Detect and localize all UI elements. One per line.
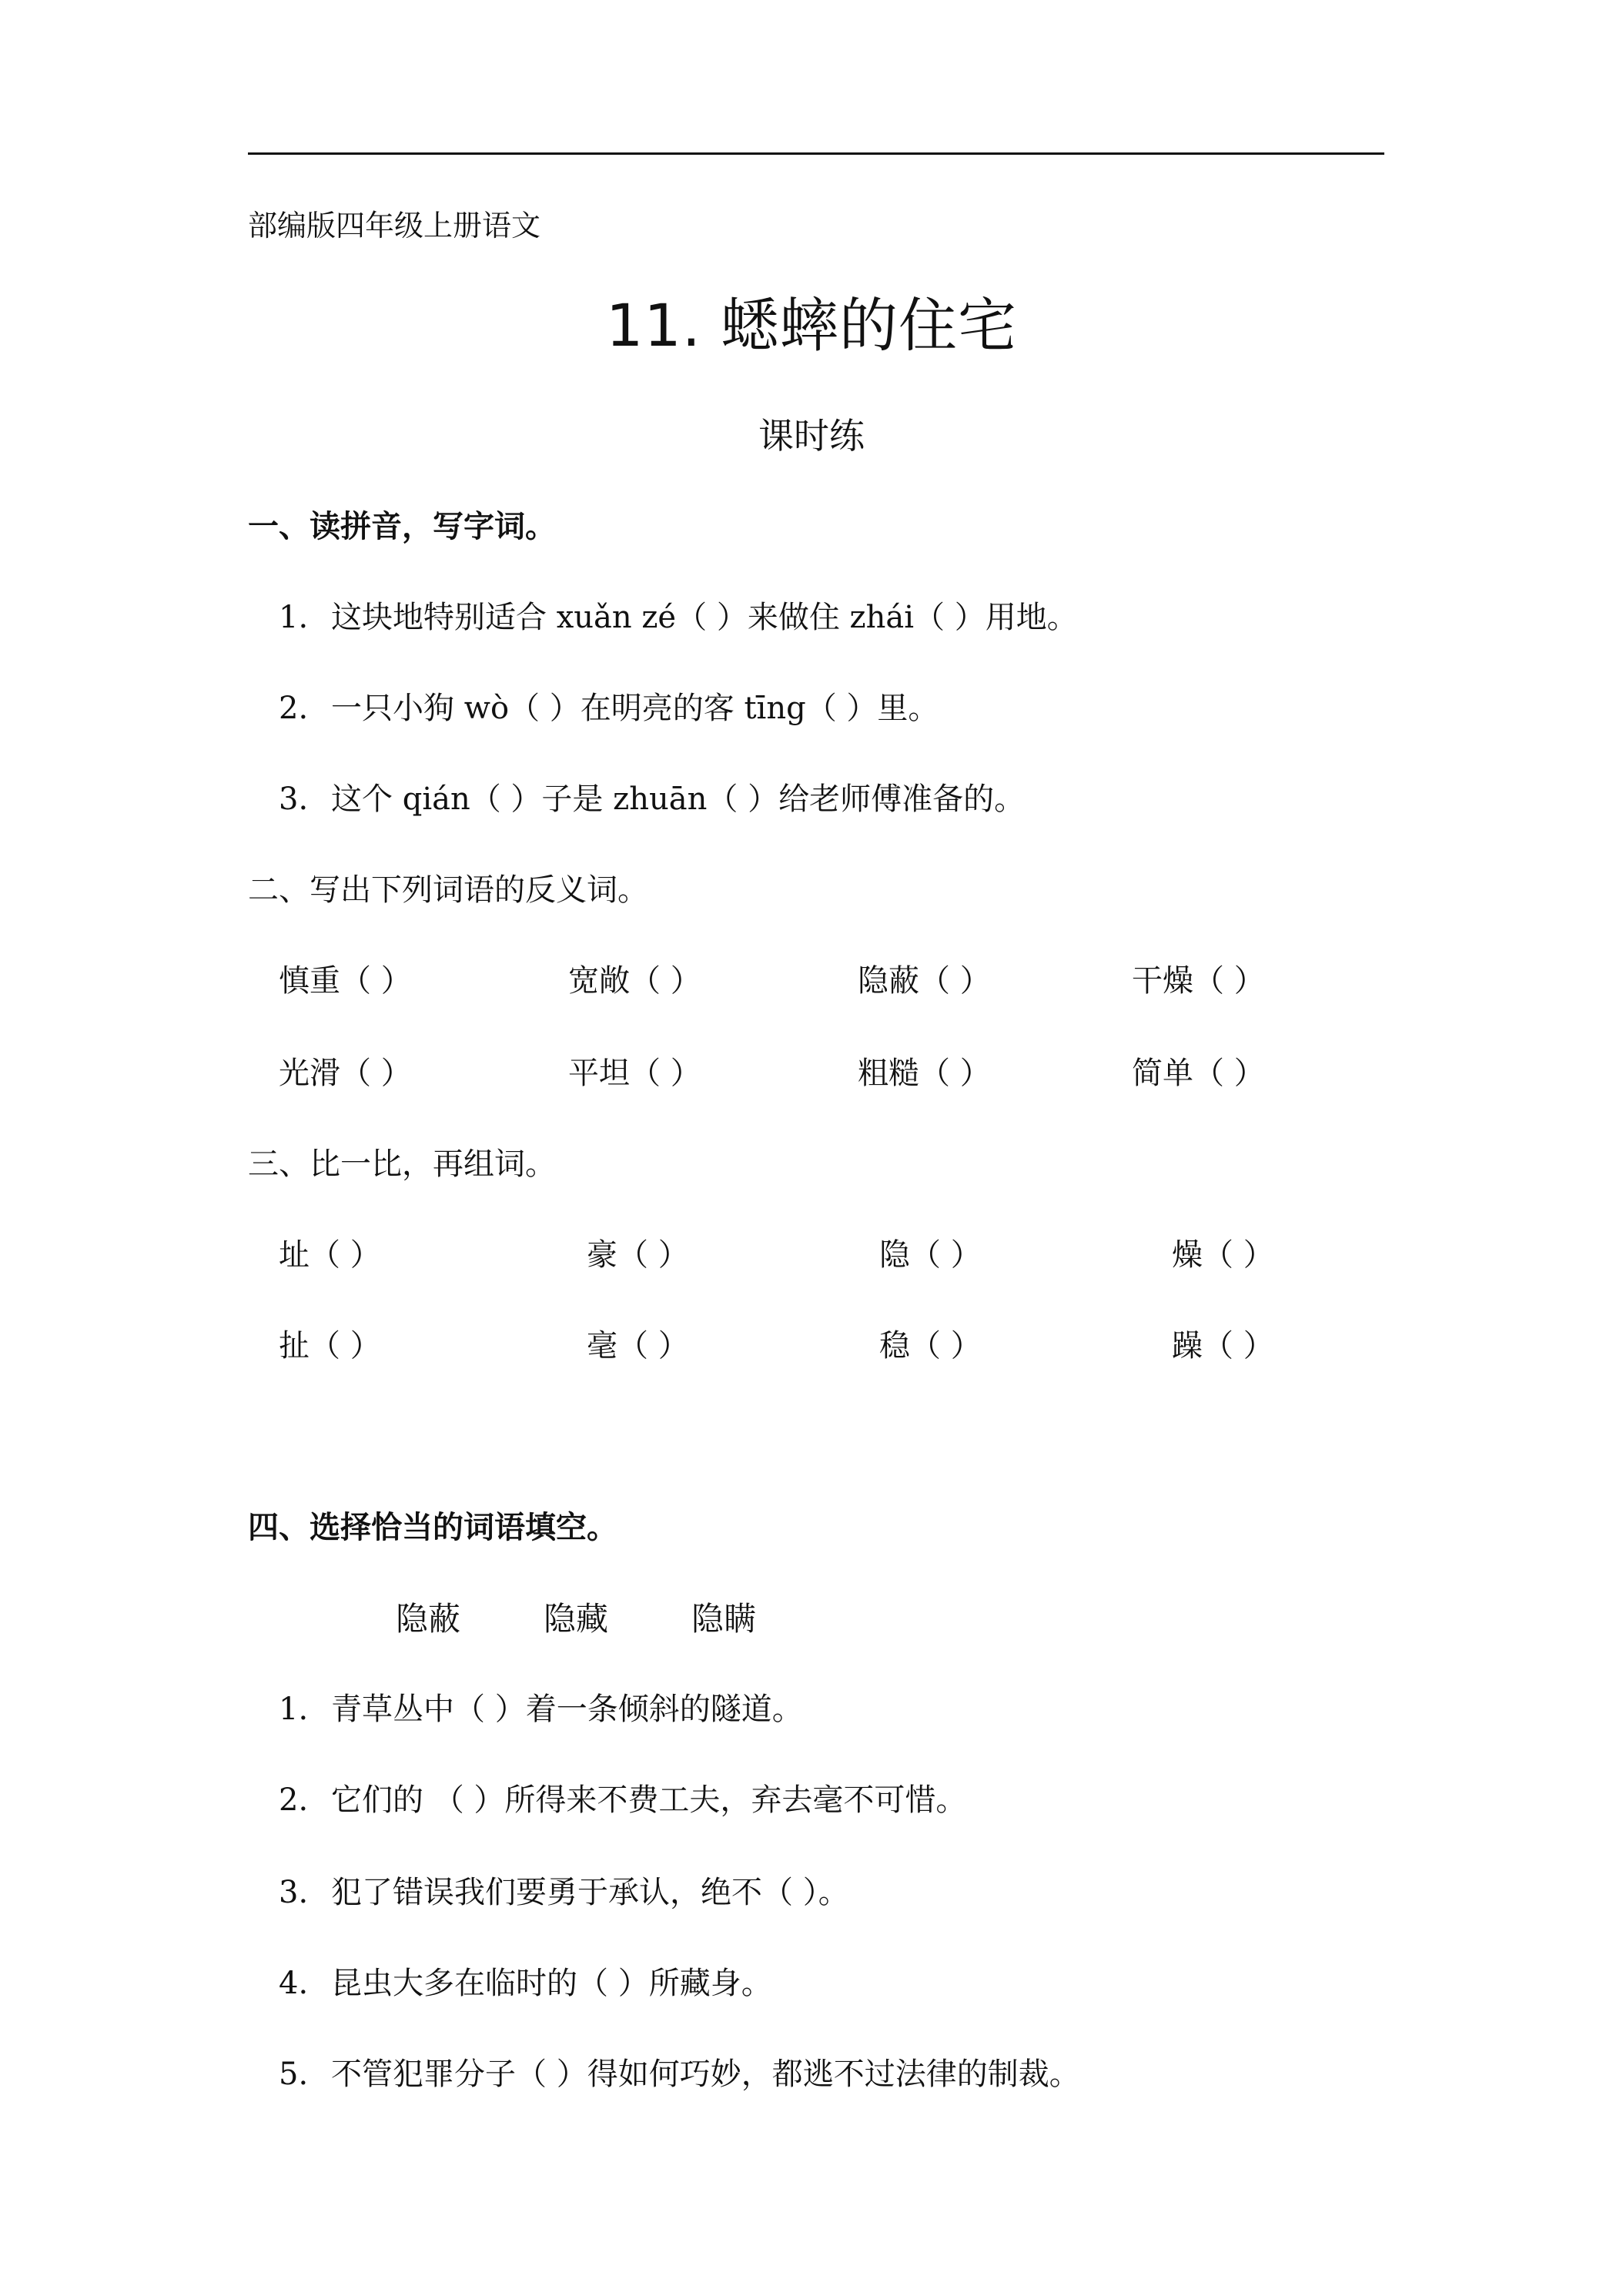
item-number: 4. — [279, 1966, 309, 2001]
section4-item-5 — [279, 2050, 1080, 2094]
page-title: 11. 蟋蟀的住宅 — [605, 291, 1018, 360]
word-choice: 隐藏 — [544, 1600, 609, 1638]
compare-cell: 燥（ ） — [1172, 1237, 1274, 1273]
word-choice: 隐蔽 — [396, 1600, 461, 1638]
item-text: 它们的 （ ）所得来不费工夫，弃去毫不可惜。 — [331, 1782, 967, 1818]
section1-item-1 — [279, 593, 1078, 637]
antonym-cell: 平坦（ ） — [568, 1056, 701, 1091]
antonym-cell: 宽敞（ ） — [568, 963, 701, 999]
item-text: 青草丛中（ ）着一条倾斜的隧道。 — [331, 1692, 803, 1727]
page-subtitle: 课时练 — [758, 415, 865, 457]
section1-item-2 — [279, 684, 939, 728]
compare-cell: 豪（ ） — [587, 1237, 689, 1273]
compare-cell: 毫（ ） — [587, 1328, 689, 1364]
compare-cell: 稳（ ） — [879, 1328, 982, 1364]
item-text: 不管犯罪分子（ ）得如何巧妙，都逃不过法律的制裁。 — [331, 2057, 1080, 2092]
antonym-cell: 简单（ ） — [1132, 1056, 1265, 1091]
compare-cell: 躁（ ） — [1172, 1328, 1274, 1364]
section1-item-3 — [279, 775, 1025, 818]
word-choice: 隐瞒 — [691, 1600, 757, 1638]
section2-heading: 二、写出下列词语的反义词。 — [248, 872, 648, 908]
section4-heading: 四、选择恰当的词语填空。 — [248, 1509, 617, 1545]
item-number: 3. — [279, 1875, 309, 1910]
item-text: 这个 qián（ ）子是 zhuān（ ）给老师傅准备的。 — [331, 782, 1026, 817]
antonym-cell: 光滑（ ） — [279, 1056, 412, 1091]
section4-item-1 — [279, 1685, 803, 1729]
section4-item-4 — [279, 1959, 772, 2003]
course-label: 部编版四年级上册语文 — [248, 209, 541, 243]
item-text: 犯了错误我们要勇于承认，绝不（ ）。 — [331, 1875, 849, 1910]
item-number: 1. — [279, 1692, 309, 1727]
antonym-cell: 隐蔽（ ） — [858, 963, 991, 999]
item-number: 1. — [279, 600, 309, 635]
item-number: 2. — [279, 1782, 309, 1818]
item-text: 一只小狗 wò（ ）在明亮的客 tīng（ ）里。 — [331, 691, 939, 726]
section4-item-2 — [279, 1776, 966, 1819]
compare-cell: 址（ ） — [279, 1237, 381, 1273]
antonym-cell: 粗糙（ ） — [858, 1056, 991, 1091]
header-rule — [248, 152, 1384, 155]
section1-heading: 一、读拼音，写字词。 — [248, 508, 556, 544]
item-number: 2. — [279, 691, 309, 726]
compare-cell: 扯（ ） — [279, 1328, 381, 1364]
item-text: 昆虫大多在临时的（ ）所藏身。 — [331, 1966, 772, 2001]
antonym-cell: 慎重（ ） — [279, 963, 412, 999]
section4-item-3 — [279, 1868, 849, 1912]
item-text: 这块地特别适合 xuǎn zé（ ）来做住 zhái（ ）用地。 — [331, 600, 1078, 635]
item-number: 3. — [279, 782, 309, 817]
section3-heading: 三、比一比，再组词。 — [248, 1146, 556, 1182]
compare-cell: 隐（ ） — [879, 1237, 982, 1273]
item-number: 5. — [279, 2057, 309, 2092]
antonym-cell: 干燥（ ） — [1132, 963, 1265, 999]
